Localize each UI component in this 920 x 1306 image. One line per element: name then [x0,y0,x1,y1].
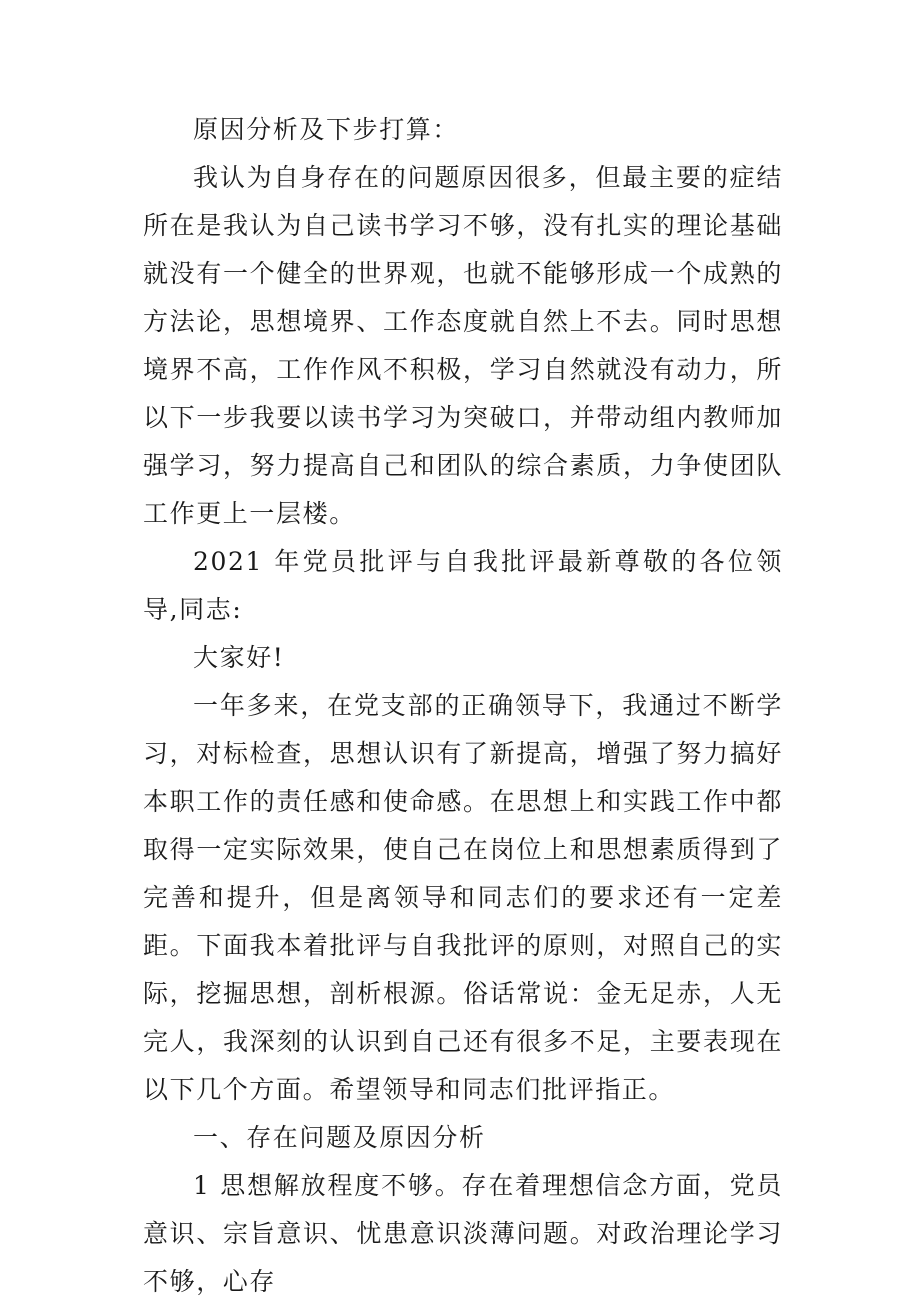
section-heading-problems: 一、存在问题及原因分析 [193,1123,486,1152]
document-body [143,106,783,1306]
paragraph-problem-1: 1 思想解放程度不够。存在着理想信念方面，党员意识、宗旨意识、忧患意识淡薄问题。对政治理论学习不够，心存 [143,1171,783,1296]
paragraph-introduction: 一年多来，在党支部的正确领导下，我通过不断学习，对标检查，思想认识有了新提高，增强了努力搞好本职工作的责任感和使命感。在思想上和实践工作中都取得一定实际效果，使自己在岗位上和思想素质得到了完善和提升，但是离领导和同志们的要求还有一定差距。下面我本着批评与自我批评的原则，对照自己的实际，挖掘思想，剖析根源。俗话常说：金无足赤，人无完人，我深刻的认识到自己还有很多不足，主要表现在以下几个方面。希望领导和同志们批评指正。 [143,691,783,1104]
greeting: 大家好! [193,643,285,672]
paragraph-self-analysis: 我认为自身存在的问题原因很多，但最主要的症结所在是我认为自己读书学习不够，没有扎实的理论基础就没有一个健全的世界观，也就不能够形成一个成熟的方法论，思想境界、工作态度就自然上不去。同时思想境界不高，工作作风不积极，学习自然就没有动力，所以下一步我要以读书学习为突破口，并带动组内教师加强学习，努力提高自己和团队的综合素质，力争使团队工作更上一层楼。 [143,163,783,528]
document-title-line: 2021 年党员批评与自我批评最新尊敬的各位领导,同志: [143,547,783,624]
section-heading-cause-analysis: 原因分析及下步打算： [193,115,460,144]
